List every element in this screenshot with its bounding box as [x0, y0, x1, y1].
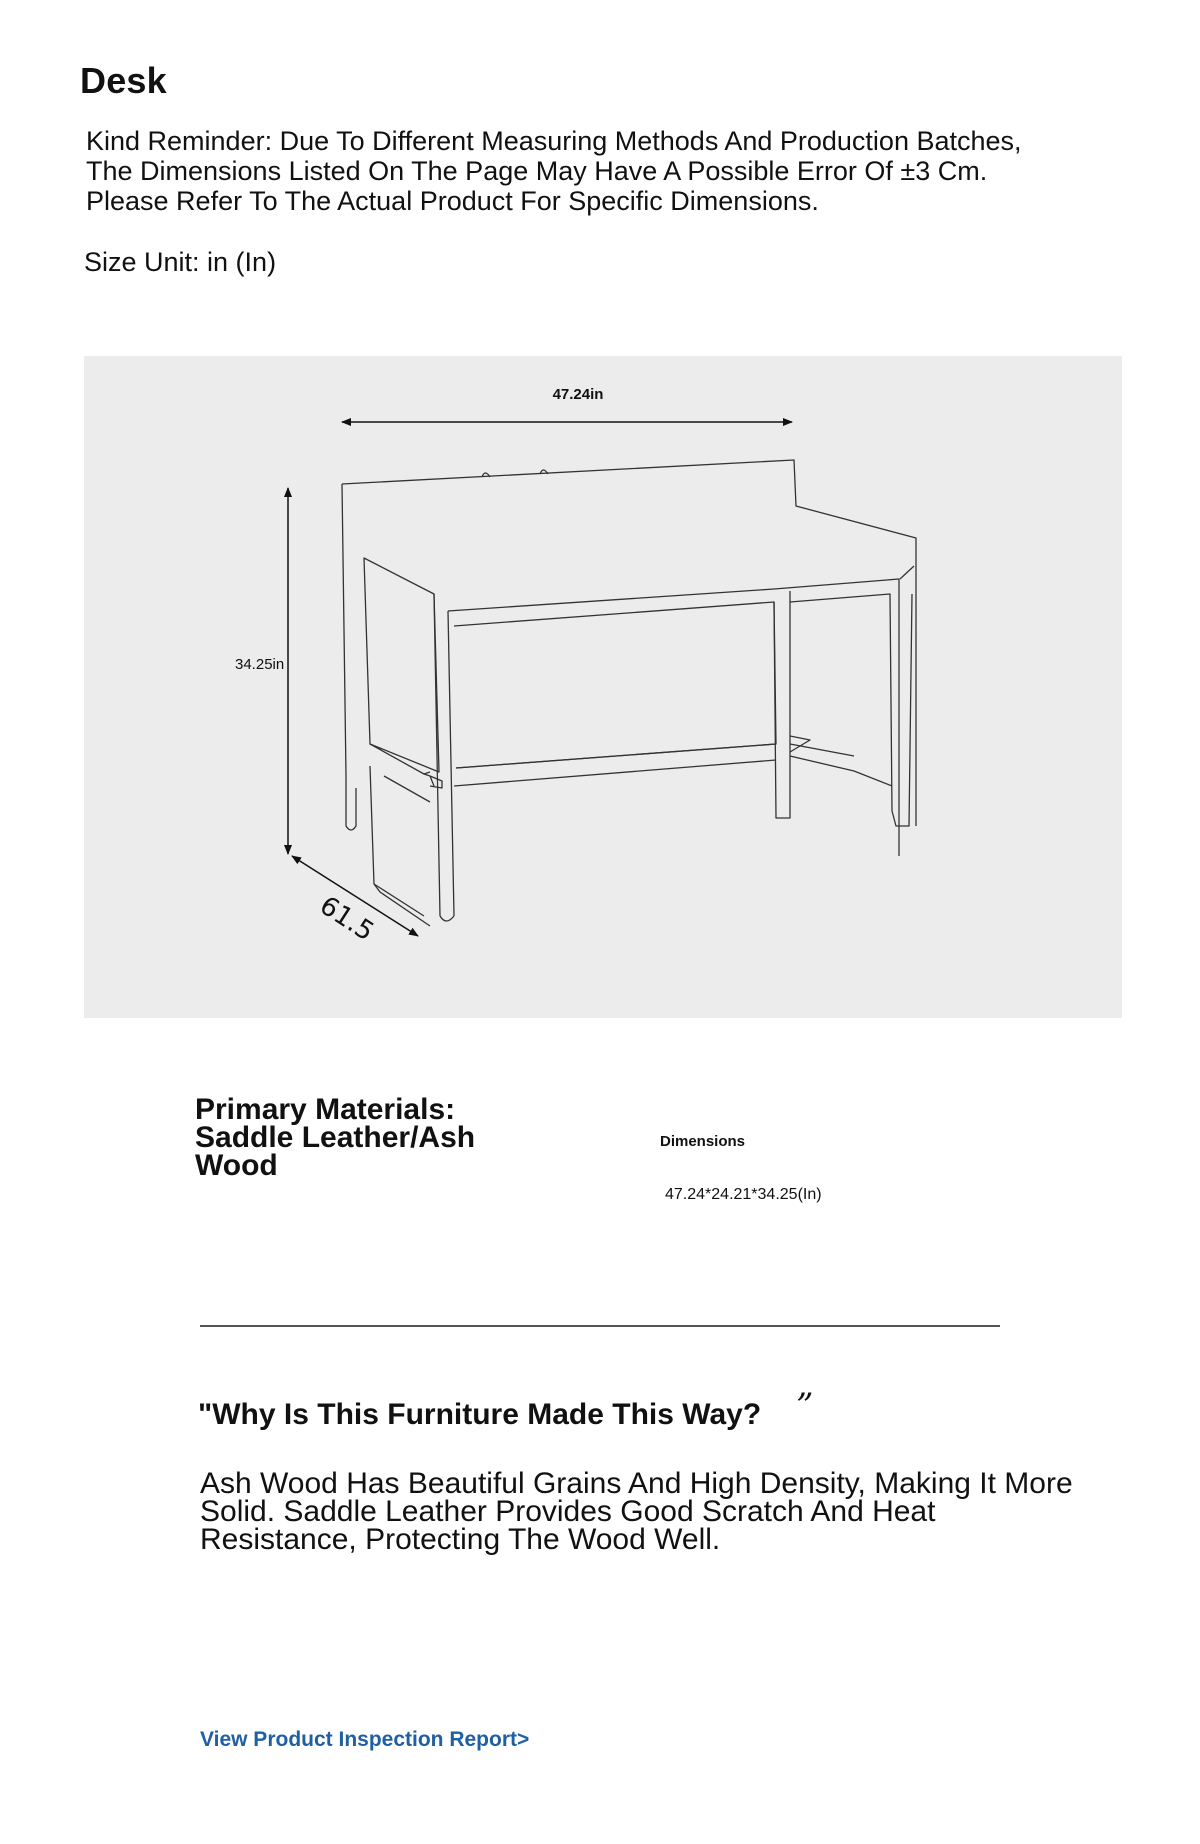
desk-outline: [342, 460, 916, 926]
why-heading: "Why Is This Furniture Made This Way?: [198, 1398, 762, 1431]
width-label: 47.24in: [552, 386, 604, 403]
dimensions-label: Dimensions: [660, 1133, 746, 1150]
section-divider: [200, 1325, 1000, 1327]
size-unit: Size Unit: in (In): [84, 247, 277, 277]
why-body: Ash Wood Has Beautiful Grains And High Density, Making It More Solid. Saddle Leather Provides Good Scratch And Heat Resistance, Protecting The Wood Well.: [200, 1467, 1073, 1556]
size-reminder: Kind Reminder: Due To Different Measuring Methods And Production Batches, The Dimensions Listed On The Page May Have A Possible Error Of ±3 Cm. Please Refer To The Actual Product For Specific Dimensions.: [86, 126, 1022, 216]
desk-dimension-diagram: [84, 356, 1122, 1018]
inspection-report-link[interactable]: View Product Inspection Report>: [200, 1728, 530, 1751]
depth-label: 61.5: [314, 890, 380, 948]
dimensions-value: 47.24*24.21*34.25(In): [665, 1186, 822, 1203]
close-quote-mark: ”: [796, 1386, 814, 1426]
desk-line-drawing: [84, 356, 1122, 1018]
height-label: 34.25in: [235, 656, 285, 673]
page-title: Desk: [80, 60, 167, 101]
primary-materials: Primary Materials: Saddle Leather/Ash Wood: [195, 1093, 476, 1182]
